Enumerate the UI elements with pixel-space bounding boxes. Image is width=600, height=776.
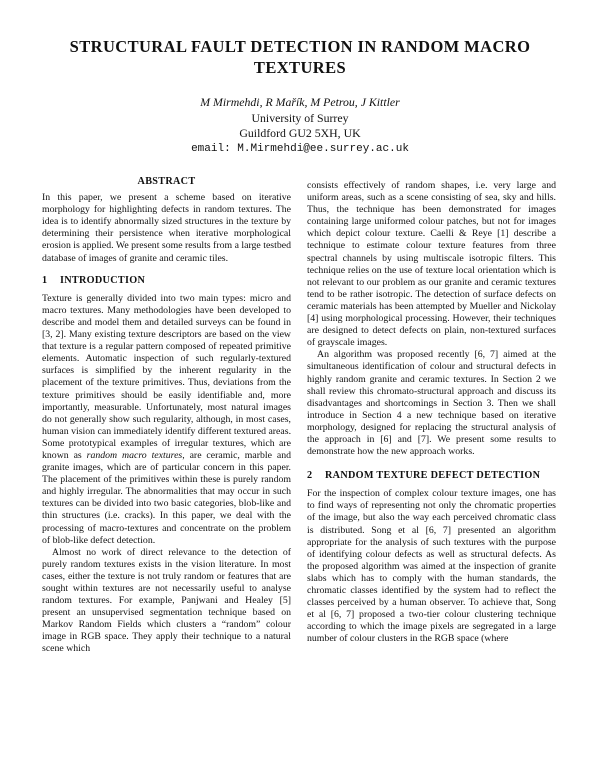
right-column — [307, 180, 556, 645]
author-names: M Mirmehdi, R Mařík, M Petrou, J Kittler — [200, 95, 400, 109]
section-2-heading — [307, 470, 556, 482]
intro-p1-end: , are ceramic, marble and granite images, which are of particular concern in this paper. The placement of the primitives within these is purely random and highly irregular. The abnormalities that may occur in such textures can be divided into two basic categories, blob-like and thin structures (i.e. cracks). In this paper, we deal with the processing of macro-textures and concentrate on the problem of blob-like defect detection. — [42, 449, 292, 546]
section-2-number: 2 — [307, 470, 313, 482]
intro-paragraph-1 — [42, 293, 291, 547]
intro-p1-emphasis: random macro textures — [86, 449, 183, 461]
section-1-heading — [42, 275, 291, 287]
paper-title: STRUCTURAL FAULT DETECTION IN RANDOM MACRO TEXTURES — [69, 37, 531, 77]
intro-paragraph-2: Almost no work of direct relevance to the detection of purely random textures exists in the vision literature. In most cases, either the texture is not truly random or features that are sought within textures are not necessarily useful to analyse random textures. For example, Panjwani and Healey [5] present an unsupervised segmentation technique based on Markov Random Fields which clusters a “random” colour image in RGB space. They apply their technique to a natural scene which — [42, 546, 291, 655]
abstract-text: In this paper, we present a scheme based on iterative morphology for highlighting defects in random textures. The idea is to identify abnormally sized structures in the texture by determining their persistence when iterative morphological erosion is applied. We present some results from a large testbed database of images of granite and ceramic tiles. — [42, 192, 291, 264]
section-2-title: RANDOM TEXTURE DEFECT DETECTION — [325, 470, 541, 482]
intro-paragraph-3: An algorithm was proposed recently [6, 7] aimed at the simultaneous identification of colour and structural defects in highly random granite and ceramic textures. In Section 2 we shall review this chromato-structural approach and discuss its disadvantages and shortcomings in Section 3. Then we shall introduce in Section 4 a new technique based on iterative morphology, designed for replacing the structural analysis of the approach in [6] and [7]. We present some results to demonstrate how the new approach works. — [307, 349, 556, 458]
email-address[interactable]: email: M.Mirmehdi@ee.surrey.ac.uk — [191, 142, 409, 155]
section-2-paragraph-1: For the inspection of complex colour texture images, one has to find ways of representing not only the chromatic properties of the image, but also the way each perceived chromatic class is distributed. Song et al [6, 7] presented an algorithm appropriate for the analysis of such textures with the purpose of identifying colour defects as well as structural defects. As the proposed algorithm was aimed at the inspection of granite slabs which has to comply with the human standards, the chromatic classes identified by the system had to reflect the classes perceived by a human observer. To achieve that, Song et al [6, 7] proposed a two-tier colour clustering technique according to which the image pixels are segregated in a large number of colour clusters in the RGB space (where — [307, 488, 556, 645]
intro-paragraph-continued: consists effectively of random shapes, i.e. very large and uniform areas, such as a scene consisting of sea, sky and hills. Thus, the technique has been demonstrated for images containing large uniformed colour patches, but not for images which depict colour texture. Caelli & Reye [1] describe a technique to estimate colour texture features from three spectral channels by using multiscale isotropic filters. This technique relies on the use of texture local orientation which is not relevant to our problem as our granite and ceramic textures tend to be rather isotropic. The detection of surface defects on ceramic materials has been attempted by Mueller and Nickolay [4] using morphological processing. However, their techniques are designed to detect defects on plain, non-textured surfaces of grayscale images. — [307, 180, 556, 349]
section-1-title: INTRODUCTION — [60, 274, 146, 286]
author-block — [40, 95, 560, 157]
left-column — [42, 176, 291, 656]
address: Guildford GU2 5XH, UK — [239, 126, 361, 140]
intro-p1-text: Texture is generally divided into two main types: micro and macro textures. Many methodologies have been developed to describe and model them and detailed surveys can be found in [3, 2]. Many existing texture descriptors are based on the view that texture is a regular pattern composed of repeated primitive elements. Automatic inspection of such regularly-textured surfaces is simplified by the inherent regularity in the placement of the texture primitives. Thus, deviations from the texture primitives should be easily identifiable and, more importantly, measurable. Unfortunately, most natural images do not generally show such regularity, although, in most cases, human vision can immediately identify different textured areas. Some prototypical examples of irregular textures, which are known as — [42, 292, 292, 461]
section-1-number: 1 — [42, 274, 48, 286]
abstract-heading: ABSTRACT — [137, 176, 196, 187]
affiliation: University of Surrey — [251, 110, 349, 125]
